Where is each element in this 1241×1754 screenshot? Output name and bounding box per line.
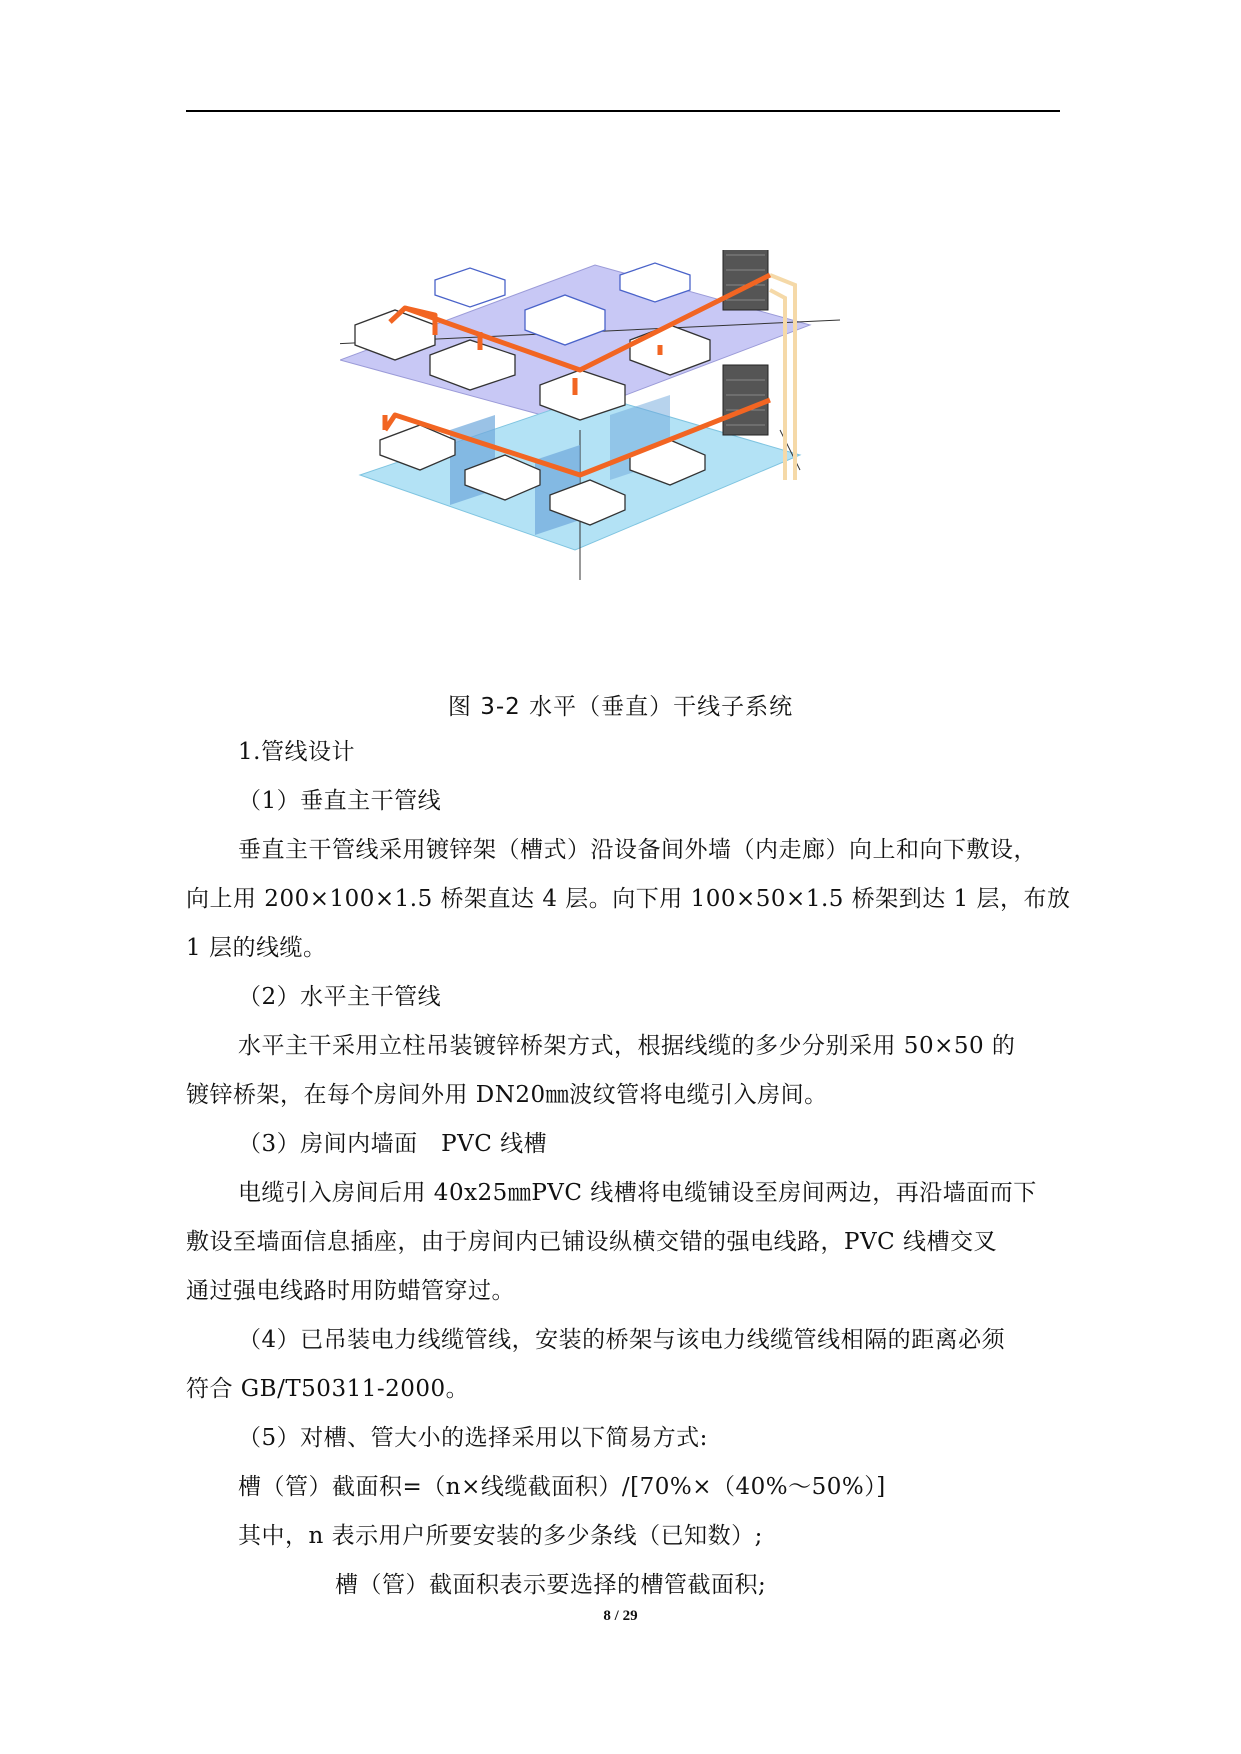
page-number: 8 / 29 <box>603 1608 638 1624</box>
paragraph-line: 水平主干采用立柱吊装镀锌桥架方式，根据线缆的多少分别采用 50×50 的 <box>238 1033 1016 1059</box>
paragraph-line: 垂直主干管线采用镀锌架（槽式）沿设备间外墙（内走廊）向上和向下敷设， <box>238 837 1037 863</box>
paragraph-line: （4）已吊装电力线缆管线，安装的桥架与该电力线缆管线相隔的距离必须 <box>238 1327 1006 1353</box>
note-line: 其中，n 表示用户所要安装的多少条线（已知数）; <box>238 1523 763 1549</box>
backbone-diagram <box>340 250 940 630</box>
paragraph-line: 1 层的线缆。 <box>186 935 327 961</box>
item3-title: （3）房间内墙面 PVC 线槽 <box>238 1131 548 1157</box>
paragraph-line: 镀锌桥架，在每个房间外用 DN20㎜波纹管将电缆引入房间。 <box>186 1082 828 1108</box>
item2-title: （2）水平主干管线 <box>238 984 442 1010</box>
paragraph-line: 向上用 200×100×1.5 桥架直达 4 层。向下用 100×50×1.5 桥架到达 1 层，布放 <box>186 886 1071 912</box>
paragraph-line: 敷设至墙面信息插座，由于房间内已铺设纵横交错的强电线路，PVC 线槽交叉 <box>186 1229 997 1255</box>
paragraph-line: 电缆引入房间后用 40x25㎜PVC 线槽将电缆铺设至房间两边，再沿墙面而下 <box>238 1180 1037 1206</box>
figure-horizontal-vertical-backbone <box>340 250 940 630</box>
item1-title: （1）垂直主干管线 <box>238 788 442 814</box>
formula: 槽（管）截面积=（n×线缆截面积）/[70%×（40%～50%）] <box>238 1474 886 1500</box>
paragraph-line: 符合 GB/T50311-2000。 <box>186 1376 470 1402</box>
section-title: 1.管线设计 <box>238 739 355 765</box>
paragraph-line: 通过强电线路时用防蜡管穿过。 <box>186 1278 515 1304</box>
note-line: 槽（管）截面积表示要选择的槽管截面积; <box>335 1572 767 1598</box>
item5-title: （5）对槽、管大小的选择采用以下简易方式: <box>238 1425 708 1451</box>
header-rule <box>186 110 1060 112</box>
figure-caption: 图 3-2 水平（垂直）干线子系统 <box>447 694 794 720</box>
